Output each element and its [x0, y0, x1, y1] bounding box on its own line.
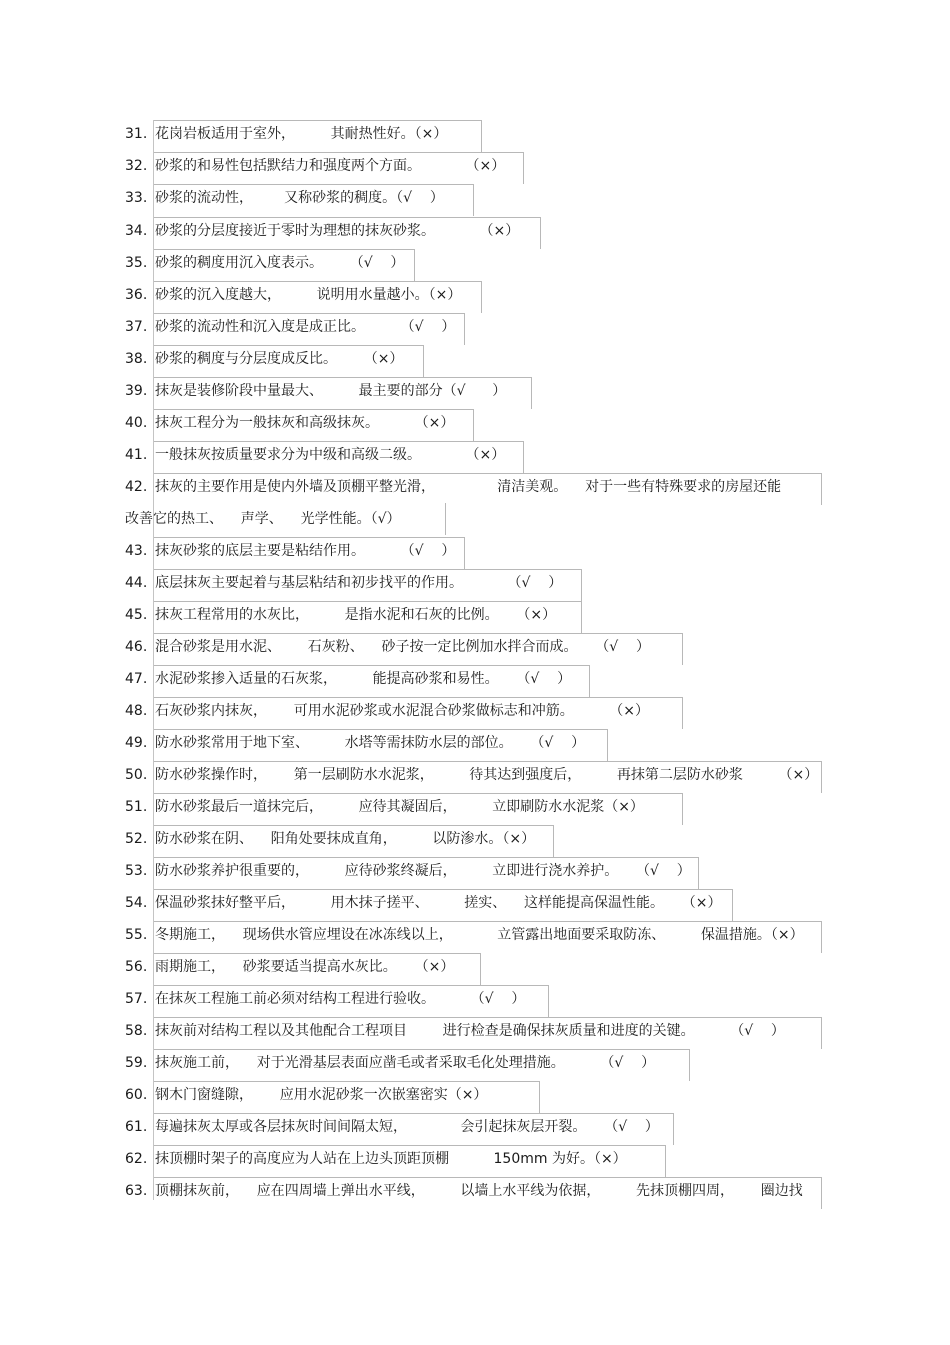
item-text: 防水砂浆最后一道抹完后， 应待其凝固后， 立即刷防水水泥浆（×）	[155, 799, 644, 815]
item-frame	[125, 503, 446, 535]
item-number: 51.	[125, 799, 148, 815]
item-number: 39.	[125, 383, 148, 399]
item-number: 33.	[125, 190, 148, 206]
item-text: 抹灰的主要作用是使内外墙及顶棚平整光滑， 清洁美观。 对于一些有特殊要求的房屋还能	[155, 479, 782, 495]
item-number: 59.	[125, 1055, 148, 1071]
item-number: 63.	[125, 1183, 148, 1199]
item-number: 42.	[125, 479, 148, 495]
item-number: 46.	[125, 639, 148, 655]
item-text: 抹灰工程常用的水灰比， 是指水泥和石灰的比例。 （×）	[155, 607, 557, 623]
item-text: 防水砂浆常用于地下室、 水塔等需抹防水层的部位。 （√ ）	[155, 735, 586, 751]
item-number: 36.	[125, 287, 148, 303]
item-text: 混合砂浆是用水泥、 石灰粉、 砂子按一定比例加水拌合而成。 （√ ）	[155, 639, 651, 655]
item-text: 顶棚抹灰前， 应在四周墙上弹出水平线， 以墙上水平线为依据， 先抹顶棚四周， 圈边找	[155, 1183, 803, 1199]
item-number: 37.	[125, 319, 148, 335]
item-number: 58.	[125, 1023, 148, 1039]
item-text: 砂浆的分层度接近于零时为理想的抹灰砂浆。 （×）	[155, 223, 520, 239]
item-text: 砂浆的流动性和沉入度是成正比。 （√ ）	[155, 319, 456, 335]
item-number: 57.	[125, 991, 148, 1007]
item-text: 抹灰是装修阶段中量最大、 最主要的部分（√ ）	[155, 383, 507, 399]
item-text: 水泥砂浆掺入适量的石灰浆， 能提高砂浆和易性。 （√ ）	[155, 671, 572, 687]
item-text: 抹顶棚时架子的高度应为人站在上边头顶距顶棚 150mm 为好。（×）	[155, 1151, 627, 1167]
item-text: 抹灰前对结构工程以及其他配合工程项目 进行检查是确保抹灰质量和进度的关键。 （√ ）	[155, 1023, 785, 1039]
item-number: 49.	[125, 735, 148, 751]
item-number: 32.	[125, 158, 148, 174]
item-number: 40.	[125, 415, 148, 431]
item-text: 保温砂浆抹好整平后， 用木抹子搓平、 搓实、 这样能提高保温性能。 （×）	[155, 895, 722, 911]
item-text: 砂浆的和易性包括默结力和强度两个方面。 （×）	[155, 158, 506, 174]
item-text: 抹灰砂浆的底层主要是粘结作用。 （√ ）	[155, 543, 456, 559]
item-text: 石灰砂浆内抹灰， 可用水泥砂浆或水泥混合砂浆做标志和冲筋。 （×）	[155, 703, 650, 719]
item-text: 防水砂浆操作时， 第一层刷防水水泥浆， 待其达到强度后， 再抹第二层防水砂浆 （×）	[155, 767, 819, 783]
item-text: 抹灰施工前， 对于光滑基层表面应凿毛或者采取毛化处理措施。 （√ ）	[155, 1055, 656, 1071]
item-text: 雨期施工， 砂浆要适当提高水灰比。 （×）	[155, 959, 455, 975]
item-number: 47.	[125, 671, 148, 687]
item-text: 每遍抹灰太厚或各层抹灰时间间隔太短， 会引起抹灰层开裂。 （√ ）	[155, 1119, 659, 1135]
item-text: 一般抹灰按质量要求分为中级和高级二级。 （×）	[155, 447, 506, 463]
item-number: 45.	[125, 607, 148, 623]
item-number: 52.	[125, 831, 148, 847]
item-number: 54.	[125, 895, 148, 911]
item-number: 61.	[125, 1119, 148, 1135]
item-number: 60.	[125, 1087, 148, 1103]
item-number: 41.	[125, 447, 148, 463]
item-number: 34.	[125, 223, 148, 239]
item-number: 62.	[125, 1151, 148, 1167]
item-text: 底层抹灰主要起着与基层粘结和初步找平的作用。 （√ ）	[155, 575, 563, 591]
item-text: 防水砂浆养护很重要的， 应待砂浆终凝后， 立即进行浇水养护。 （√ ）	[155, 863, 691, 879]
item-number: 43.	[125, 543, 148, 559]
item-text: 抹灰工程分为一般抹灰和高级抹灰。 （×）	[155, 415, 455, 431]
item-text: 在抹灰工程施工前必须对结构工程进行验收。 （√ ）	[155, 991, 526, 1007]
item-number: 35.	[125, 255, 148, 271]
item-42-continuation: 改善它的热工、 声学、 光学性能。（√）	[125, 511, 401, 527]
item-number: 53.	[125, 863, 148, 879]
item-text: 砂浆的稠度与分层度成反比。 （×）	[155, 351, 404, 367]
item-text: 花岗岩板适用于室外， 其耐热性好。（×）	[155, 126, 448, 142]
item-number: 38.	[125, 351, 148, 367]
item-number: 50.	[125, 767, 148, 783]
item-text: 砂浆的沉入度越大， 说明用水量越小。（×）	[155, 287, 462, 303]
item-text: 钢木门窗缝隙， 应用水泥砂浆一次嵌塞密实（×）	[155, 1087, 488, 1103]
item-text: 防水砂浆在阴、 阳角处要抹成直角， 以防渗水。（×）	[155, 831, 536, 847]
item-text: 砂浆的流动性， 又称砂浆的稠度。（√ ）	[155, 190, 444, 206]
item-number: 44.	[125, 575, 148, 591]
item-number: 56.	[125, 959, 148, 975]
item-number: 48.	[125, 703, 148, 719]
item-text: 砂浆的稠度用沉入度表示。 （√ ）	[155, 255, 405, 271]
item-number: 55.	[125, 927, 148, 943]
item-number: 31.	[125, 126, 148, 142]
item-text: 冬期施工， 现场供水管应埋设在冰冻线以上， 立管露出地面要采取防冻、 保温措施。（×）	[155, 927, 804, 943]
